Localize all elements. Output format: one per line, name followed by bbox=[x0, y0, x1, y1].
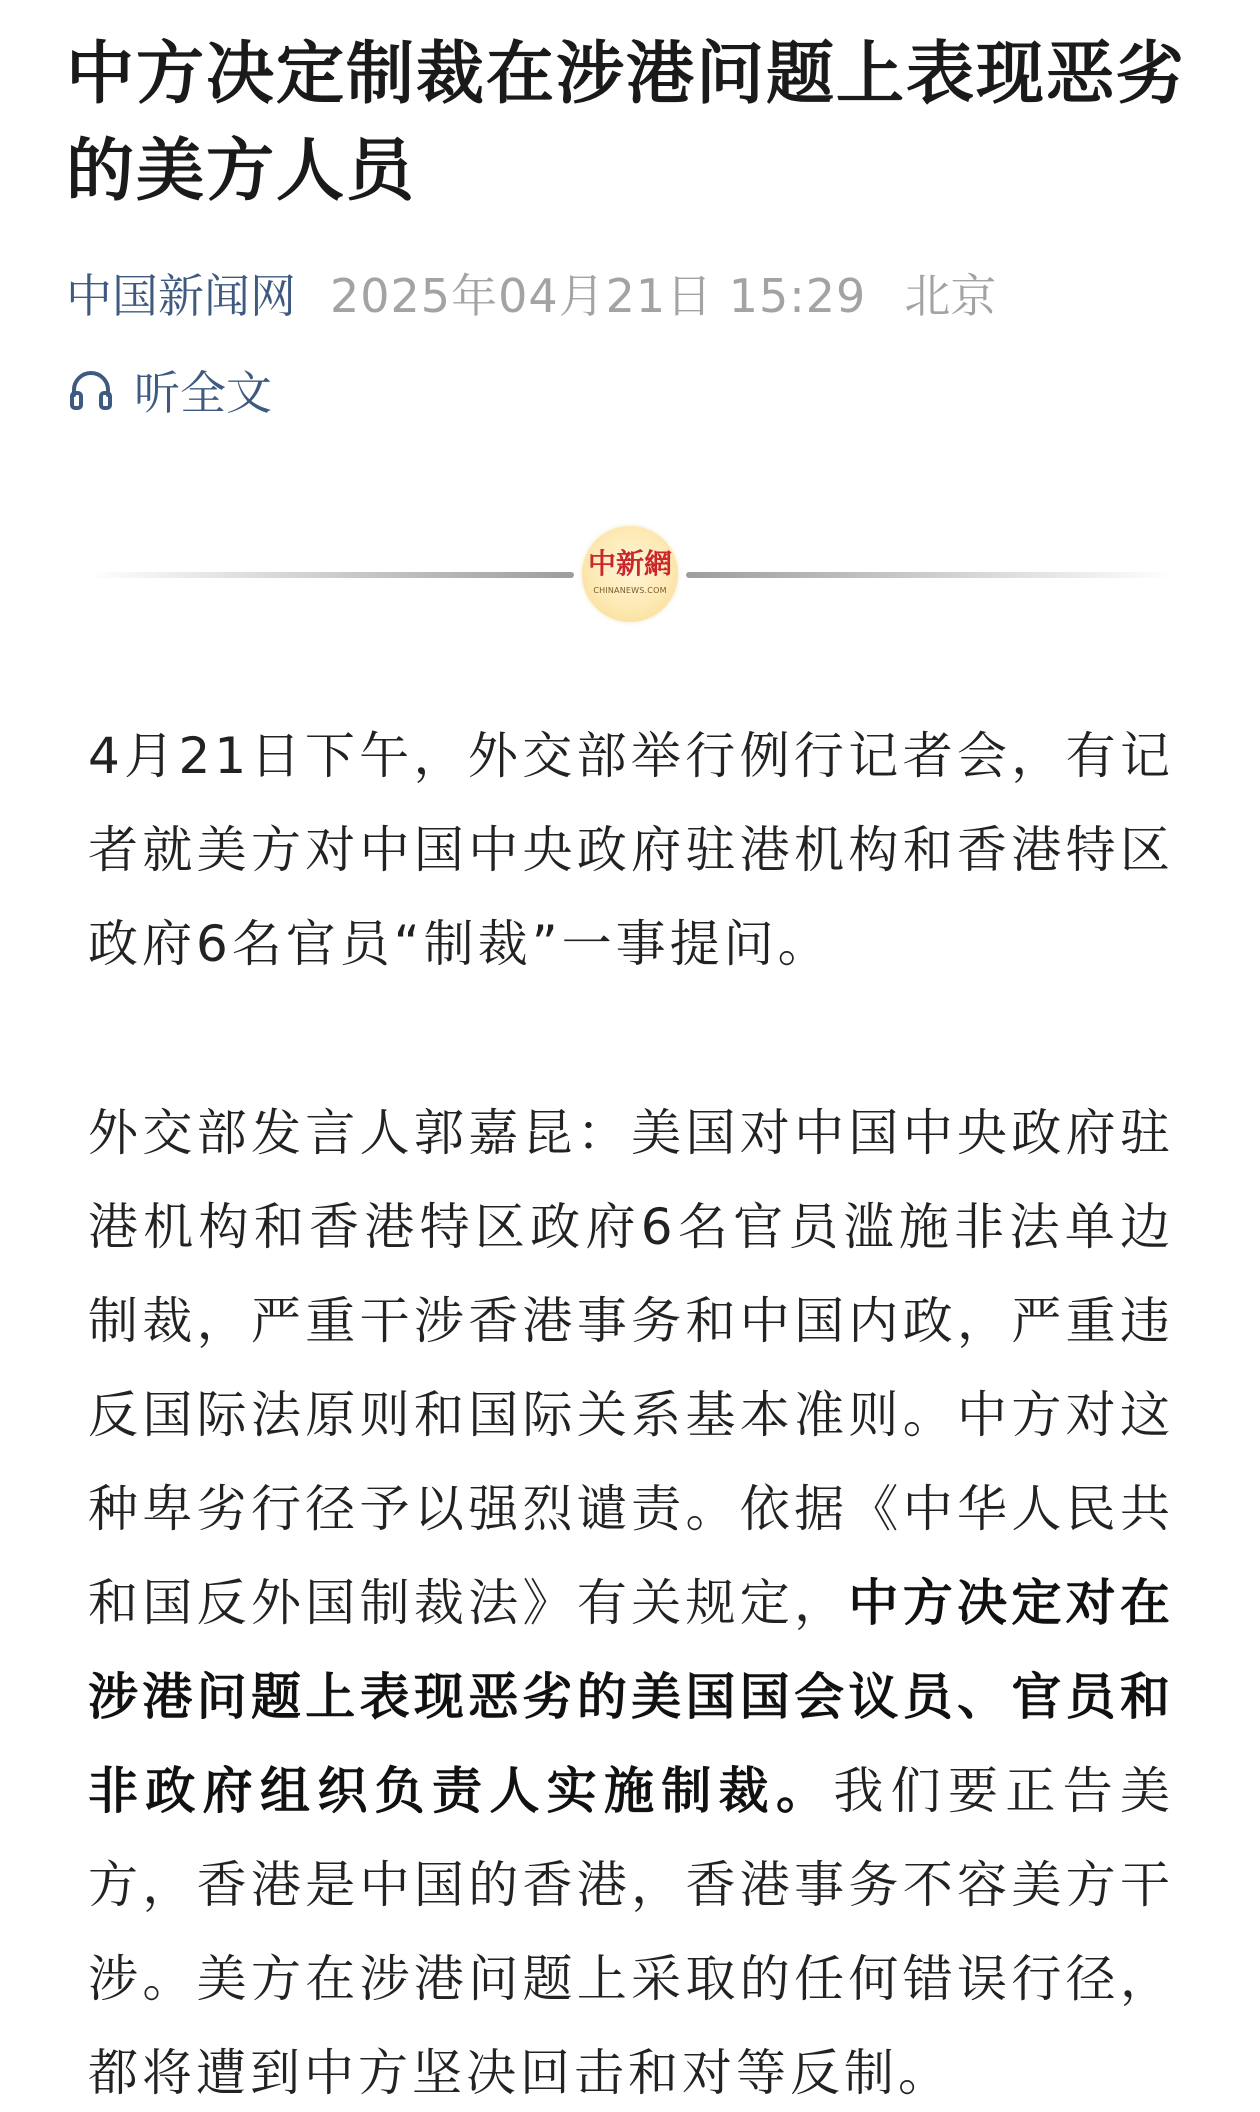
logo-name-en: CHINANEWS.COM bbox=[593, 586, 667, 595]
logo-name-cn: 中新網 bbox=[587, 547, 672, 580]
publish-location: 北京 bbox=[904, 269, 997, 323]
source-link[interactable]: 中国新闻网 bbox=[66, 269, 296, 323]
article-paragraph-1: 4月21日下午，外交部举行例行记者会，有记者就美方对中国中央政府驻港机构和香港特区政府6名官员“制裁”一事提问。 bbox=[88, 727, 1174, 973]
headphones-icon bbox=[66, 365, 116, 415]
article-title: 中方决定制裁在涉港问题上表现恶劣的美方人员 bbox=[66, 35, 1187, 211]
paragraph-2-text-start: 外交部发言人郭嘉昆：美国对中国中央政府驻港机构和香港特区政府6名官员滥施非法单边制裁，严重干涉香港事务和中国内政，严重违反国际法原则和国际关系基本准则。中方对这种卑劣行径予以强烈谴责。依据《中华人民共和国反外国制裁法》有关规定， bbox=[88, 1104, 1174, 1632]
publish-datetime: 2025年04月21日 15:29 bbox=[330, 269, 867, 323]
divider-line-left bbox=[88, 572, 574, 578]
paragraph-2-text-end: 我们要正告美方，香港是中国的香港，香港事务不容美方干涉。美方在涉港问题上采取的任何错误行径，都将遭到中方坚决回击和对等反制。 bbox=[88, 1762, 1175, 2102]
listen-label: 听全文 bbox=[134, 366, 272, 420]
section-divider bbox=[88, 520, 1172, 630]
paragraph-2-bold-statement: 中方决定对在涉港问题上表现恶劣的美国国会议员、官员和非政府组织负责人实施制裁。 bbox=[88, 1574, 1175, 1820]
chinanews-logo bbox=[582, 526, 678, 622]
listen-full-text-button[interactable] bbox=[66, 355, 272, 425]
divider-line-right bbox=[686, 572, 1172, 578]
article-meta bbox=[66, 258, 996, 328]
article-paragraph-2 bbox=[88, 1086, 1174, 2112]
